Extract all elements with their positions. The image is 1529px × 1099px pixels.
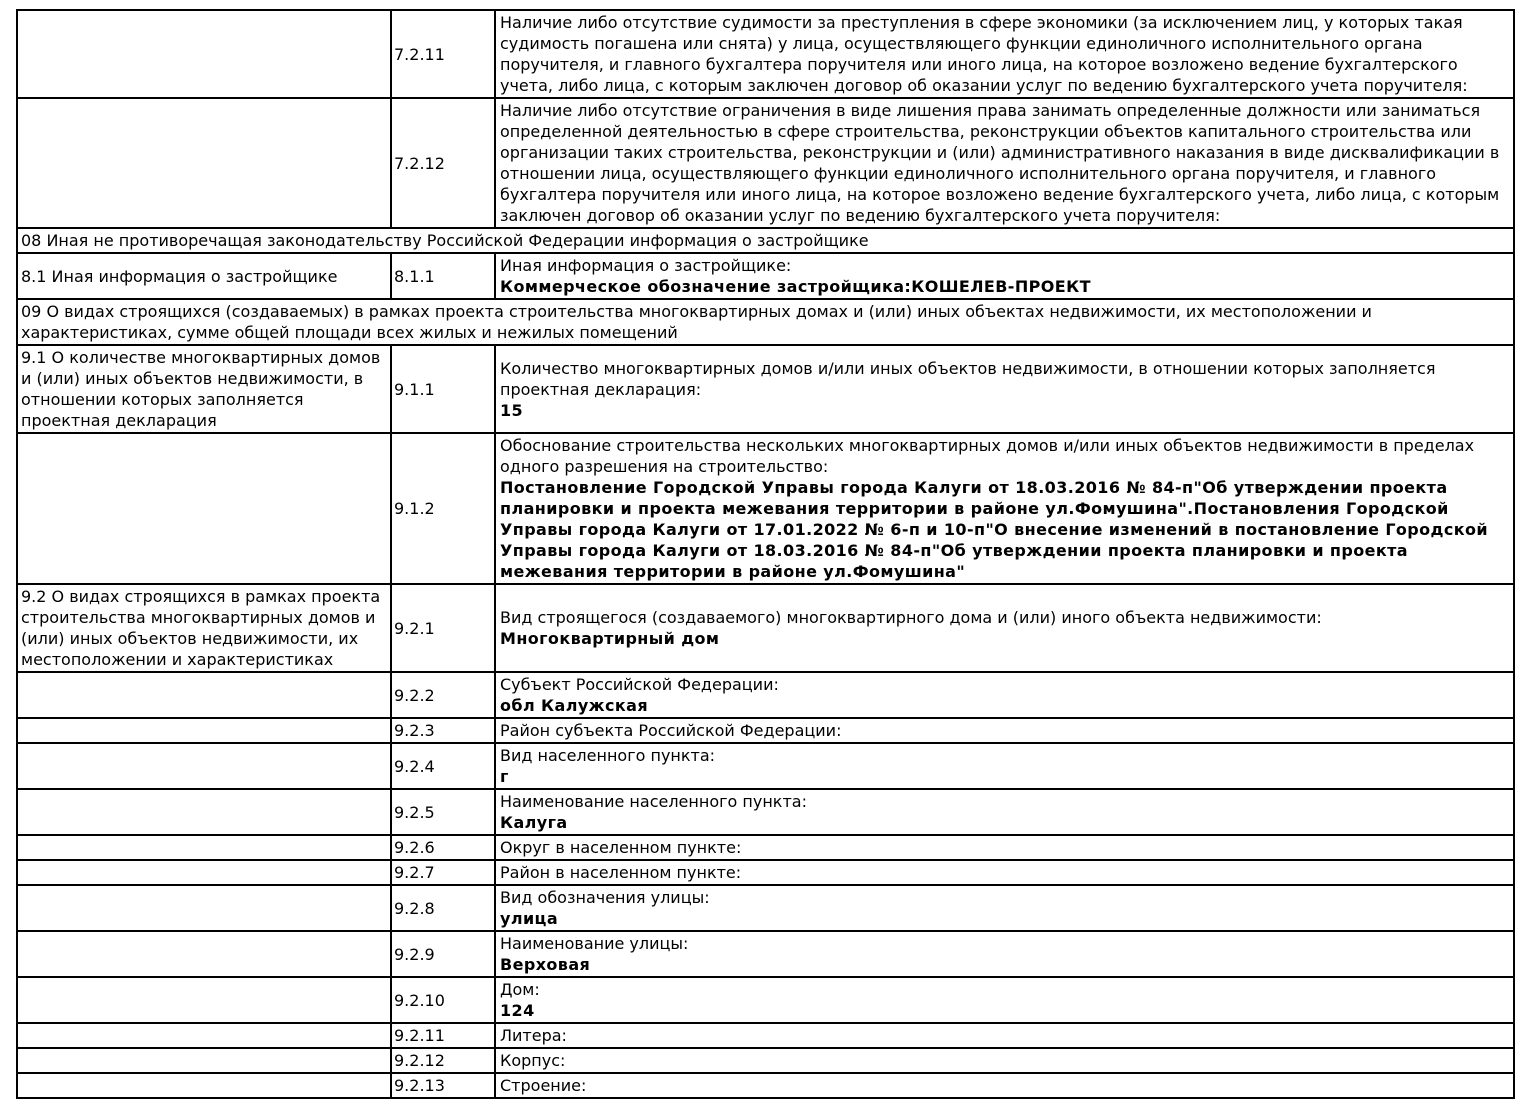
row-content-cell <box>495 345 1514 433</box>
row-category-cell <box>17 860 391 885</box>
table-row-9-2-11 <box>17 1023 1514 1048</box>
field-label: Район субъекта Российской Федерации: <box>500 721 842 740</box>
row-category-cell <box>17 743 391 789</box>
row-category-cell: 9.2 О видах строящихся в рамках проекта строительства многоквартирных домов и (или) иных объектов недвижимости, их местоположении и характеристиках <box>17 584 391 672</box>
row-number-cell: 9.2.13 <box>391 1073 495 1098</box>
row-category-cell <box>17 1048 391 1073</box>
row-number-cell: 9.2.10 <box>391 977 495 1023</box>
row-category-cell <box>17 433 391 584</box>
row-content-cell <box>495 1023 1514 1048</box>
table-row-9-2-10 <box>17 977 1514 1023</box>
table-row-9-2-9 <box>17 931 1514 977</box>
table-row-9-2-2 <box>17 672 1514 718</box>
row-content-cell <box>495 977 1514 1023</box>
field-label: Наименование улицы: <box>500 934 689 953</box>
row-category-cell <box>17 718 391 743</box>
row-content-cell <box>495 789 1514 835</box>
row-number-cell: 9.2.7 <box>391 860 495 885</box>
row-category-cell <box>17 789 391 835</box>
field-value: г <box>500 767 509 786</box>
field-label: Обоснование строительства нескольких многоквартирных домов и/или иных объектов недвижимости в пределах одного разрешения на строительство: <box>500 436 1475 476</box>
field-value: Постановление Городской Управы города Калуги от 18.03.2016 № 84-п"Об утверждении проекта планировки и проекта межевания территории в районе ул.Фомушина".Постановления Городской Управы города Калуги от 17.01.2022 № 6-п и 10-п"О внесение изменений в постановление Городской Управы города Калуги от 18.03.2016 № 84-п"Об утверждении проекта планировки и проекта межевания территории в районе ул.Фомушина" <box>500 478 1489 581</box>
field-value: Верховая <box>500 955 591 974</box>
table-row-7-2-12 <box>17 98 1514 228</box>
row-content-cell <box>495 931 1514 977</box>
table-row-9-2-1 <box>17 584 1514 672</box>
row-category-cell <box>17 98 391 228</box>
row-category-cell <box>17 1023 391 1048</box>
field-label: Район в населенном пункте: <box>500 863 742 882</box>
field-label: Строение: <box>500 1076 587 1095</box>
field-value: Многоквартирный дом <box>500 629 720 648</box>
row-category-cell <box>17 931 391 977</box>
row-number-cell: 9.2.12 <box>391 1048 495 1073</box>
field-label: Наличие либо отсутствие судимости за преступления в сфере экономики (за исключением лиц, у которых такая судимость погашена или снята) у лица, осуществляющего функции единоличного исполнительного органа поручителя, и главного бухгалтера поручителя или иного лица, на которое возложено ведение бухгалтерского учета, либо лица, с которым заключен договор об оказании услуг по ведению бухгалтерского учета поручителя: <box>500 13 1468 95</box>
section-header-row-08 <box>17 228 1514 253</box>
row-content-cell <box>495 860 1514 885</box>
row-number-cell: 9.2.3 <box>391 718 495 743</box>
row-content-cell <box>495 1048 1514 1073</box>
row-number-cell: 9.1.2 <box>391 433 495 584</box>
row-category-cell: 8.1 Иная информация о застройщике <box>17 253 391 299</box>
field-label: Наименование населенного пункта: <box>500 792 807 811</box>
table-row-9-2-3 <box>17 718 1514 743</box>
row-content-cell <box>495 433 1514 584</box>
field-label: Вид обозначения улицы: <box>500 888 710 907</box>
field-value: обл Калужская <box>500 696 649 715</box>
section-header: 08 Иная не противоречащая законодательству Российской Федерации информация о застройщике <box>17 228 1514 253</box>
row-category-cell <box>17 977 391 1023</box>
section-header: 09 О видах строящихся (создаваемых) в рамках проекта строительства многоквартирных домах и (или) иных объектах недвижимости, их местоположении и характеристиках, сумме общей площади всех жилых и нежилых помещений <box>17 299 1514 345</box>
row-category-cell <box>17 672 391 718</box>
field-label: Иная информация о застройщике: <box>500 256 792 275</box>
table-row-9-2-12 <box>17 1048 1514 1073</box>
table-row-7-2-11 <box>17 10 1514 98</box>
row-number-cell: 9.2.8 <box>391 885 495 931</box>
row-content-cell <box>495 743 1514 789</box>
row-content-cell <box>495 10 1514 98</box>
row-category-cell <box>17 1073 391 1098</box>
field-label: Литера: <box>500 1026 567 1045</box>
row-content-cell <box>495 672 1514 718</box>
row-category-cell <box>17 835 391 860</box>
field-label: Субъект Российской Федерации: <box>500 675 779 694</box>
row-category-cell <box>17 10 391 98</box>
field-value: Коммерческое обозначение застройщика:КОШЕЛЕВ-ПРОЕКТ <box>500 277 1091 296</box>
field-label: Корпус: <box>500 1051 566 1070</box>
section-header-row-09 <box>17 299 1514 345</box>
row-content-cell <box>495 885 1514 931</box>
field-value: Калуга <box>500 813 568 832</box>
field-label: Количество многоквартирных домов и/или иных объектов недвижимости, в отношении которых заполняется проектная декларация: <box>500 358 1436 399</box>
field-label: Наличие либо отсутствие ограничения в виде лишения права занимать определенные должности или заниматься определенной деятельностью в сфере строительства, реконструкции объектов капитального строительства или организации таких строительства, реконструкции и (или) административного наказания в виде дисквалификации в отношении лица, осуществляющего функции единоличного исполнительного органа поручителя, и главного бухгалтера поручителя или иного лица, на которое возложено ведение бухгалтерского учета, либо лица, с которым заключен договор об оказании услуг по ведению бухгалтерского учета поручителя: <box>500 101 1500 225</box>
table-row-9-2-6 <box>17 835 1514 860</box>
table-row-9-1-1 <box>17 345 1514 433</box>
row-number-cell: 9.2.6 <box>391 835 495 860</box>
table-row-9-2-7 <box>17 860 1514 885</box>
document-page <box>0 9 1529 1095</box>
table-row-9-1-2 <box>17 433 1514 584</box>
row-number-cell: 9.2.11 <box>391 1023 495 1048</box>
table-row-9-2-8 <box>17 885 1514 931</box>
field-label: Вид населенного пункта: <box>500 746 716 765</box>
row-content-cell <box>495 98 1514 228</box>
field-label: Вид строящегося (создаваемого) многоквартирного дома и (или) иного объекта недвижимости: <box>500 608 1322 627</box>
row-number-cell: 9.2.9 <box>391 931 495 977</box>
row-number-cell: 9.2.1 <box>391 584 495 672</box>
row-number-cell: 9.1.1 <box>391 345 495 433</box>
table-row-9-2-13 <box>17 1073 1514 1098</box>
table-row-9-2-5 <box>17 789 1514 835</box>
table-row-9-2-4 <box>17 743 1514 789</box>
row-number-cell: 8.1.1 <box>391 253 495 299</box>
row-number-cell: 7.2.12 <box>391 98 495 228</box>
row-content-cell <box>495 584 1514 672</box>
row-number-cell: 7.2.11 <box>391 10 495 98</box>
row-content-cell <box>495 835 1514 860</box>
row-category-cell <box>17 885 391 931</box>
row-number-cell: 9.2.4 <box>391 743 495 789</box>
row-category-cell: 9.1 О количестве многоквартирных домов и (или) иных объектов недвижимости, в отношении которых заполняется проектная декларация <box>17 345 391 433</box>
row-number-cell: 9.2.2 <box>391 672 495 718</box>
row-content-cell <box>495 718 1514 743</box>
row-content-cell <box>495 253 1514 299</box>
field-value: 124 <box>500 1001 535 1020</box>
field-value: 15 <box>500 400 524 420</box>
row-content-cell <box>495 1073 1514 1098</box>
project-declaration-table <box>16 9 1515 1099</box>
row-number-cell: 9.2.5 <box>391 789 495 835</box>
field-value: улица <box>500 909 559 928</box>
field-label: Дом: <box>500 980 540 999</box>
field-label: Округ в населенном пункте: <box>500 838 742 857</box>
table-row-8-1-1 <box>17 253 1514 299</box>
